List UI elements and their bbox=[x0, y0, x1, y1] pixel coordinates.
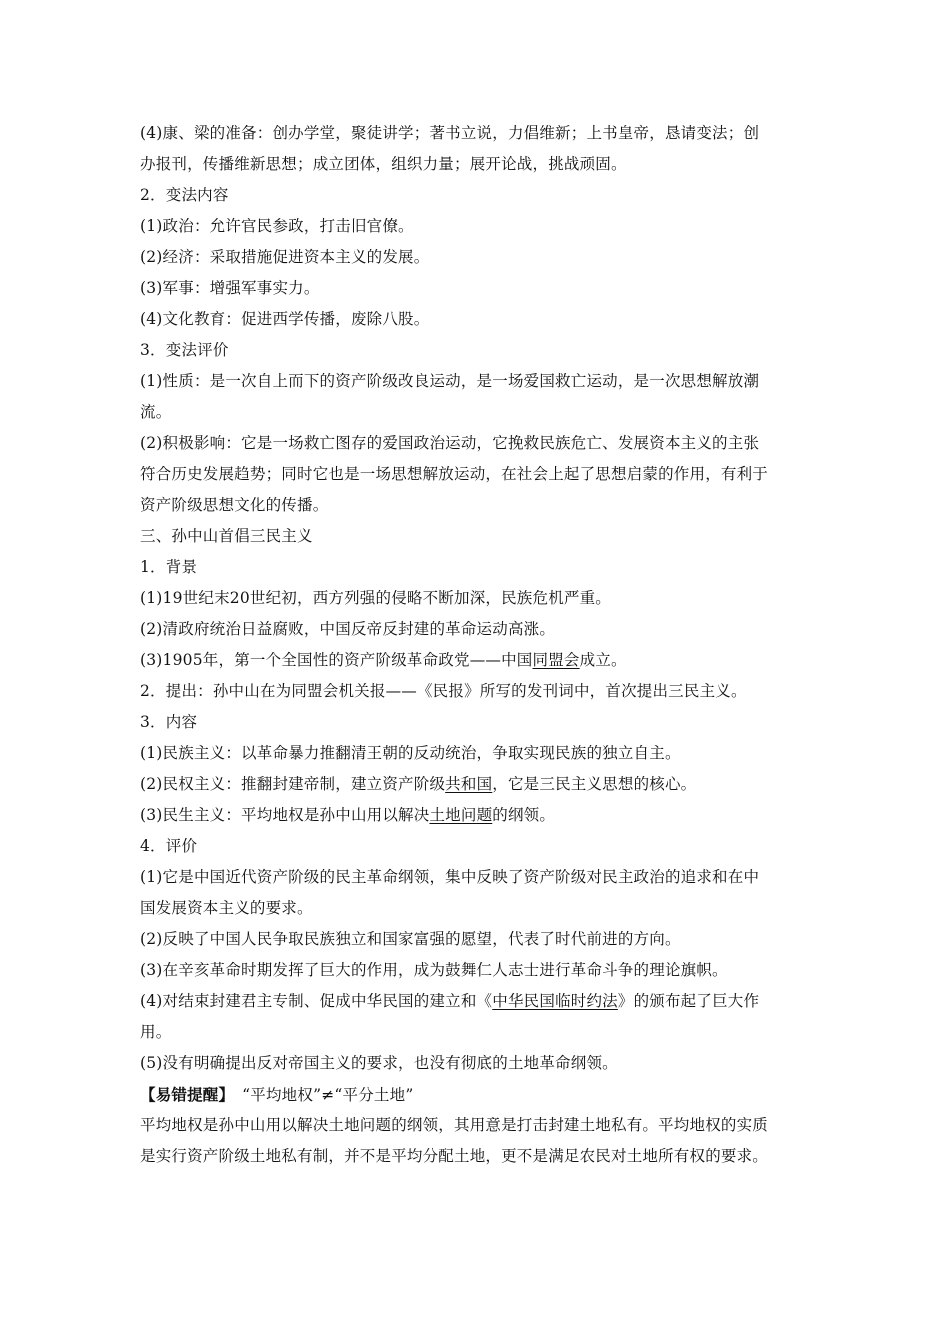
text-line: (4)康、梁的准备：创办学堂，聚徒讲学；著书立说，力倡维新；上书皇帝，恳请变法；创 bbox=[140, 124, 760, 142]
underlined-term: 中华民国临时约法 bbox=[492, 992, 618, 1010]
text-line: (5)没有明确提出反对帝国主义的要求，也没有彻底的土地革命纲领。 bbox=[140, 1054, 618, 1072]
text-segment: 》的颁布起了巨大作 bbox=[617, 992, 760, 1010]
text-segment: (2)民权主义：推翻封建帝制，建立资产阶级 bbox=[140, 775, 446, 793]
text-line: (2)经济：采取措施促进资本主义的发展。 bbox=[140, 248, 430, 266]
section-heading: 2．变法内容 bbox=[140, 186, 229, 204]
document-page bbox=[140, 118, 816, 1172]
text-line: 流。 bbox=[140, 403, 172, 421]
text-line: 资产阶级思想文化的传播。 bbox=[140, 496, 329, 514]
tip-text: 是实行资产阶级土地私有制，并不是平均分配土地，更不是满足农民对土地所有权的要求。 bbox=[140, 1147, 769, 1165]
section-heading: 4．评价 bbox=[140, 837, 198, 855]
text-segment: (3)民生主义：平均地权是孙中山用以解决 bbox=[140, 806, 430, 824]
section-heading: 3．变法评价 bbox=[140, 341, 229, 359]
tip-title: “平均地权”≠“平分土地” bbox=[226, 1086, 414, 1104]
section-heading: 1．背景 bbox=[140, 558, 198, 576]
text-line bbox=[140, 645, 816, 676]
underlined-term: 同盟会 bbox=[532, 651, 580, 669]
text-line: 国发展资本主义的要求。 bbox=[140, 899, 313, 917]
text-line: 2．提出：孙中山在为同盟会机关报——《民报》所写的发刊词中，首次提出三民主义。 bbox=[140, 682, 747, 700]
text-line: (2)反映了中国人民争取民族独立和国家富强的愿望，代表了时代前进的方向。 bbox=[140, 930, 681, 948]
text-line: (1)19世纪末20世纪初，西方列强的侵略不断加深，民族危机严重。 bbox=[140, 589, 612, 607]
text-line: 用。 bbox=[140, 1023, 172, 1041]
tip-label: 【易错提醒】 bbox=[140, 1085, 227, 1104]
text-line: (2)清政府统治日益腐败，中国反帝反封建的革命运动高涨。 bbox=[140, 620, 556, 638]
text-segment: (3)1905年，第一个全国性的资产阶级革命政党——中国 bbox=[140, 651, 533, 669]
text-line: 办报刊，传播维新思想；成立团体，组织力量；展开论战，挑战顽固。 bbox=[140, 155, 627, 173]
text-line: (3)在辛亥革命时期发挥了巨大的作用，成为鼓舞仁人志士进行革命斗争的理论旗帜。 bbox=[140, 961, 728, 979]
text-segment: 成立。 bbox=[579, 651, 627, 669]
text-segment: 的纲领。 bbox=[492, 806, 556, 824]
text-line: (2)积极影响：它是一场救亡图存的爱国政治运动，它挽救民族危亡、发展资本主义的主张 bbox=[140, 434, 760, 452]
underlined-term: 共和国 bbox=[445, 775, 493, 793]
text-line bbox=[140, 800, 816, 831]
text-line: (4)文化教育：促进西学传播，废除八股。 bbox=[140, 310, 430, 328]
text-line: (1)政治：允许官民参政，打击旧官僚。 bbox=[140, 217, 414, 235]
text-line bbox=[140, 769, 816, 800]
text-line: (1)民族主义：以革命暴力推翻清王朝的反动统治，争取实现民族的独立自主。 bbox=[140, 744, 681, 762]
text-line: (1)它是中国近代资产阶级的民主革命纲领，集中反映了资产阶级对民主政治的追求和在中 bbox=[140, 868, 760, 886]
text-segment: ，它是三民主义思想的核心。 bbox=[492, 775, 697, 793]
text-line: (3)军事：增强军事实力。 bbox=[140, 279, 320, 297]
underlined-term: 土地问题 bbox=[429, 806, 493, 824]
text-line: 符合历史发展趋势；同时它也是一场思想解放运动，在社会上起了思想启蒙的作用，有利于 bbox=[140, 465, 769, 483]
tip-heading bbox=[140, 1079, 816, 1110]
chapter-heading: 三、孙中山首倡三民主义 bbox=[140, 527, 313, 545]
tip-text: 平均地权是孙中山用以解决土地问题的纲领，其用意是打击封建土地私有。平均地权的实质 bbox=[140, 1116, 769, 1134]
section-heading: 3．内容 bbox=[140, 713, 198, 731]
text-segment: (4)对结束封建君主专制、促成中华民国的建立和《 bbox=[140, 992, 493, 1010]
text-line bbox=[140, 986, 816, 1017]
text-line: (1)性质：是一次自上而下的资产阶级改良运动，是一场爱国救亡运动，是一次思想解放潮 bbox=[140, 372, 760, 390]
